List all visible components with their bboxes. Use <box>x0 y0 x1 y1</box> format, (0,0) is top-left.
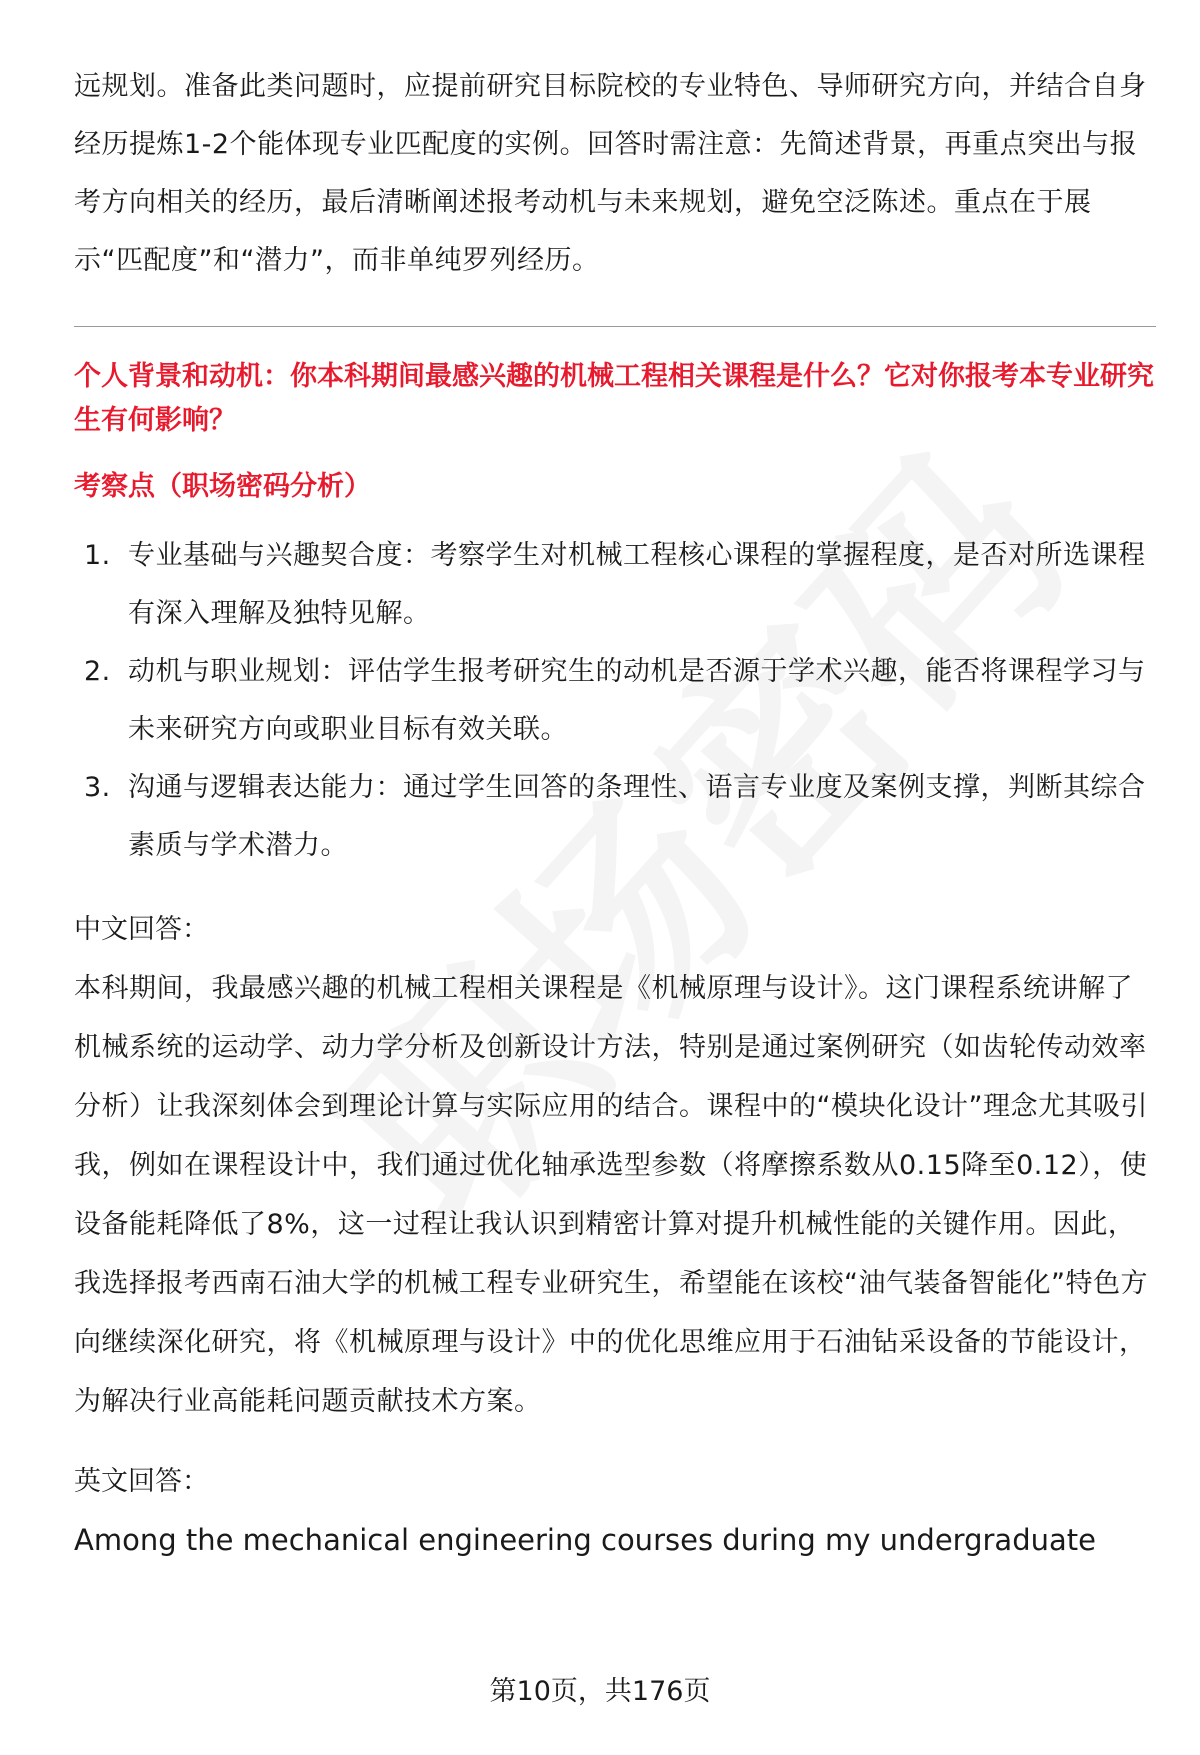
list-item-text: 动机与职业规划：评估学生报考研究生的动机是否源于学术兴趣，能否将课程学习与未来研究方向或职业目标有效关联。 <box>128 656 1146 745</box>
list-item-number: 3. <box>84 772 111 803</box>
assessment-subheading: 考察点（职场密码分析） <box>74 471 371 502</box>
list-item-number: 1. <box>84 540 111 571</box>
list-item <box>74 759 1156 875</box>
list-item-number: 2. <box>84 656 111 687</box>
list-item-text: 专业基础与兴趣契合度：考察学生对机械工程核心课程的掌握程度，是否对所选课程有深入理解及独特见解。 <box>128 540 1146 629</box>
intro-paragraph: 远规划。准备此类问题时，应提前研究目标院校的专业特色、导师研究方向，并结合自身经历提炼1-2个能体现专业匹配度的实例。回答时需注意：先简述背景，再重点突出与报考方向相关的经历，最后清晰阐述报考动机与未来规划，避免空泛陈述。重点在于展示“匹配度”和“潜力”，而非单纯罗列经历。 <box>74 71 1147 276</box>
question-heading: 个人背景和动机：你本科期间最感兴趣的机械工程相关课程是什么？它对你报考本专业研究生有何影响？ <box>74 361 1154 436</box>
chinese-answer-label: 中文回答： <box>74 914 209 945</box>
document-page <box>74 58 1156 1569</box>
list-item-text: 沟通与逻辑表达能力：通过学生回答的条理性、语言专业度及案例支撑，判断其综合素质与学术潜力。 <box>128 772 1146 861</box>
section-divider <box>74 326 1156 327</box>
list-item <box>74 643 1156 759</box>
list-item <box>74 527 1156 643</box>
english-answer-label: 英文回答： <box>74 1466 209 1497</box>
assessment-points-list <box>74 527 1156 875</box>
english-answer-text: Among the mechanical engineering courses during my undergraduate <box>74 1523 1096 1557</box>
chinese-answer-text: 本科期间，我最感兴趣的机械工程相关课程是《机械原理与设计》。这门课程系统讲解了机械系统的运动学、动力学分析及创新设计方法，特别是通过案例研究（如齿轮传动效率分析）让我深刻体会到理论计算与实际应用的结合。课程中的“模块化设计”理念尤其吸引我，例如在课程设计中，我们通过优化轴承选型参数（将摩擦系数从0.15降至0.12），使设备能耗降低了8%，这一过程让我认识到精密计算对提升机械性能的关键作用。因此，我选择报考西南石油大学的机械工程专业研究生，希望能在该校“油气装备智能化”特色方向继续深化研究，将《机械原理与设计》中的优化思维应用于石油钻采设备的节能设计，为解决行业高能耗问题贡献技术方案。 <box>74 973 1148 1417</box>
page-footer: 第10页，共176页 <box>489 1676 711 1707</box>
